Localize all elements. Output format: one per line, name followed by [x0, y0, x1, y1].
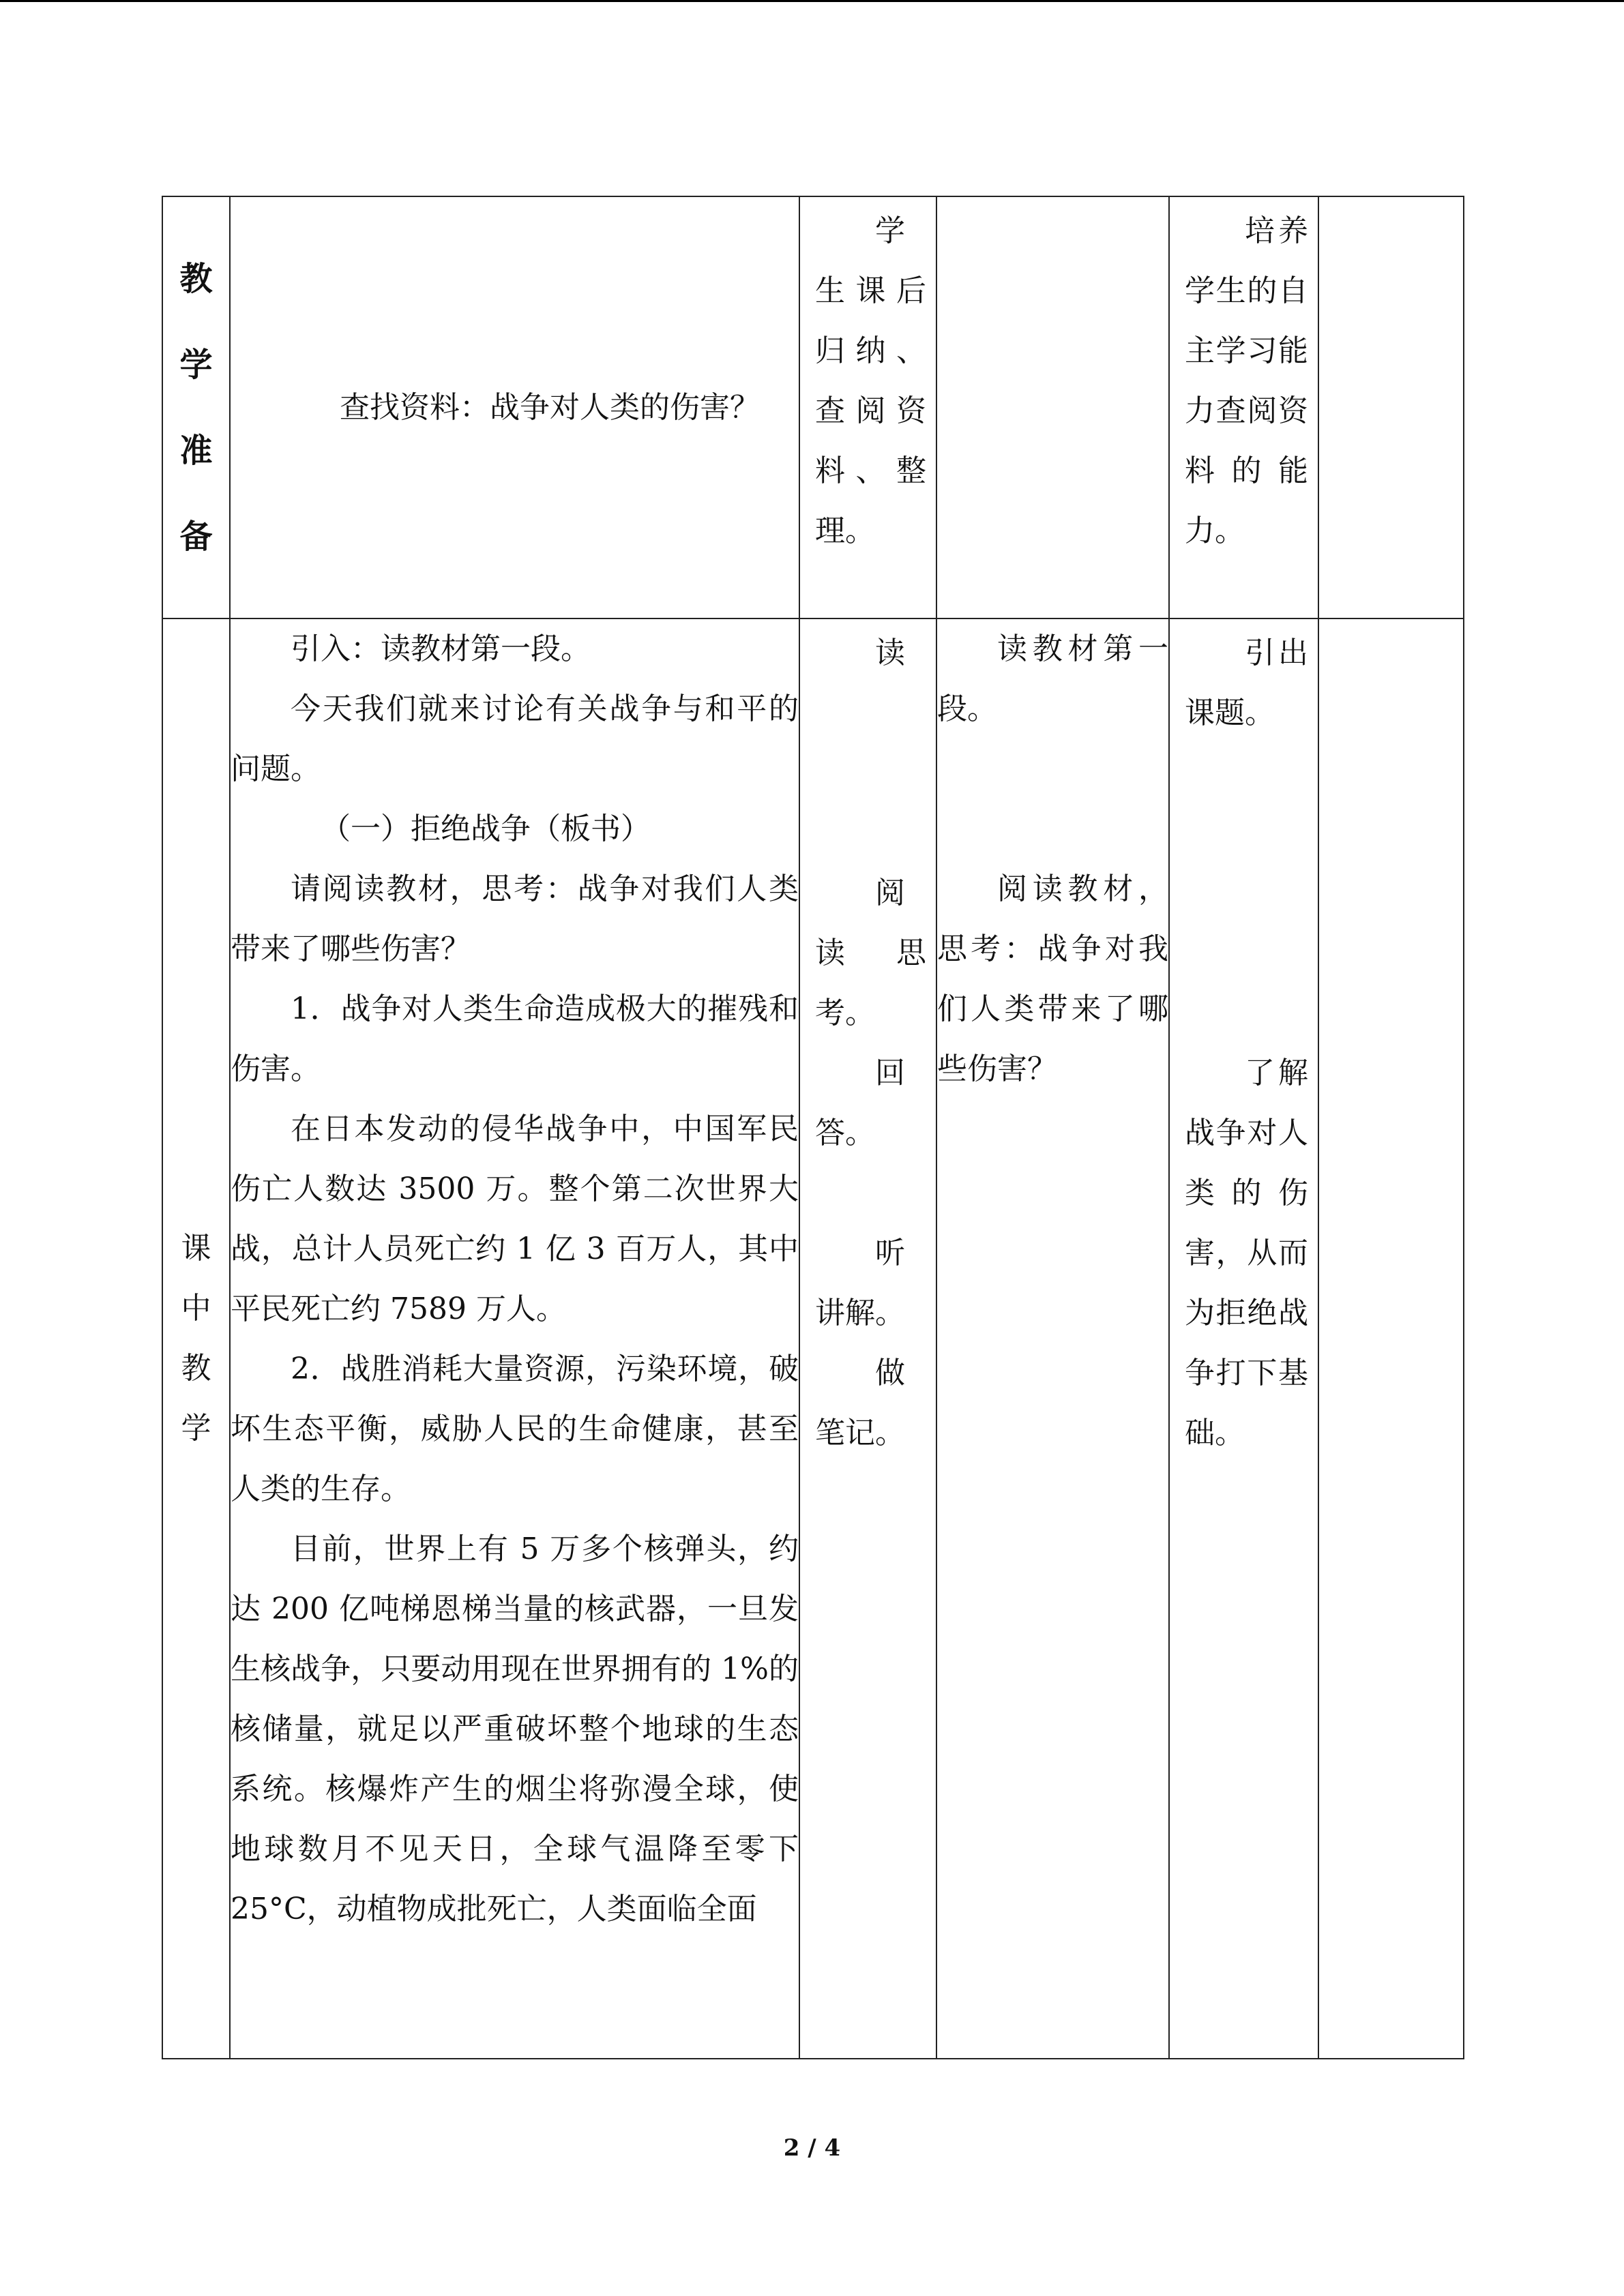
student-activity-item: 做笔记。	[815, 1356, 905, 1450]
teacher-activity-cell	[936, 618, 1169, 2059]
student-activity-item: 回答。	[815, 1056, 905, 1150]
content-paragraph: 目前，世界上有 5 万多个核弹头，约达 200 亿吨梯恩梯当量的核武器，一旦发生核战争，只要动用现在世界拥有的 1%的核储量，就足以严重破坏整个地球的生态系统。核爆炸产生的烟尘将弥漫全球，使地球数月不见天日，全球气温降至零下 25°C，动植物成批死亡，人类面临全面	[231, 1532, 799, 1926]
preparation-content-cell	[230, 196, 799, 618]
teaching-content-cell	[230, 618, 799, 2059]
preparation-content: 查找资料：战争对人类的伤害？	[340, 389, 760, 425]
content-paragraph: 在日本发动的侵华战争中，中国军民伤亡人数达 3500 万。整个第二次世界大战，总计人员死亡约 1 亿 3 百万人，其中平民死亡约 7589 万人。	[231, 1112, 799, 1326]
student-activity-item: 读	[875, 636, 905, 670]
row-label-in-class-teaching: 课 中 教 学	[162, 618, 230, 2059]
preparation-intent: 培养学生的自主学习能力查阅资料的能力。	[1185, 213, 1308, 548]
notes-cell	[1318, 618, 1464, 2059]
preparation-notes-cell	[1318, 196, 1464, 618]
preparation-student-activity: 学生课后归纳、查阅资料、整理。	[815, 213, 926, 548]
preparation-student-activity-cell	[799, 196, 936, 618]
row-label-teaching-preparation: 教 学 准 备	[162, 196, 230, 618]
design-intent-cell	[1169, 618, 1318, 2059]
student-activity-item: 阅读思考。	[815, 876, 926, 1030]
content-paragraph: 1．战争对人类生命造成极大的摧残和伤害。	[231, 992, 799, 1086]
content-section-heading: （一）拒绝战争（板书）	[321, 811, 651, 846]
student-activity-item: 听讲解。	[815, 1236, 905, 1330]
content-paragraph: 引入：读教材第一段。	[291, 631, 591, 666]
preparation-intent-cell	[1169, 196, 1318, 618]
content-paragraph: 2．战胜消耗大量资源，污染环境，破坏生态平衡，威胁人民的生命健康，甚至人类的生存。	[231, 1352, 799, 1506]
design-intent-item: 引出课题。	[1185, 636, 1308, 730]
preparation-teacher-activity-cell	[936, 196, 1169, 618]
page-number: 2 / 4	[783, 2134, 841, 2162]
top-border-line	[0, 0, 1624, 2]
content-paragraph: 请阅读教材，思考：战争对我们人类带来了哪些伤害？	[231, 871, 799, 966]
table-row-in-class-teaching	[162, 618, 1464, 2059]
design-intent-item: 了解战争对人类的伤害，从而为拒绝战争打下基础。	[1185, 1056, 1308, 1450]
lesson-plan-table	[162, 196, 1464, 2059]
table-row-preparation	[162, 196, 1464, 618]
teacher-activity-item: 阅读教材，思考：战争对我们人类带来了哪些伤害？	[937, 871, 1168, 1086]
teacher-activity-item: 读教材第一段。	[937, 631, 1168, 726]
student-activity-cell	[799, 618, 936, 2059]
content-paragraph: 今天我们就来讨论有关战争与和平的问题。	[231, 691, 799, 786]
